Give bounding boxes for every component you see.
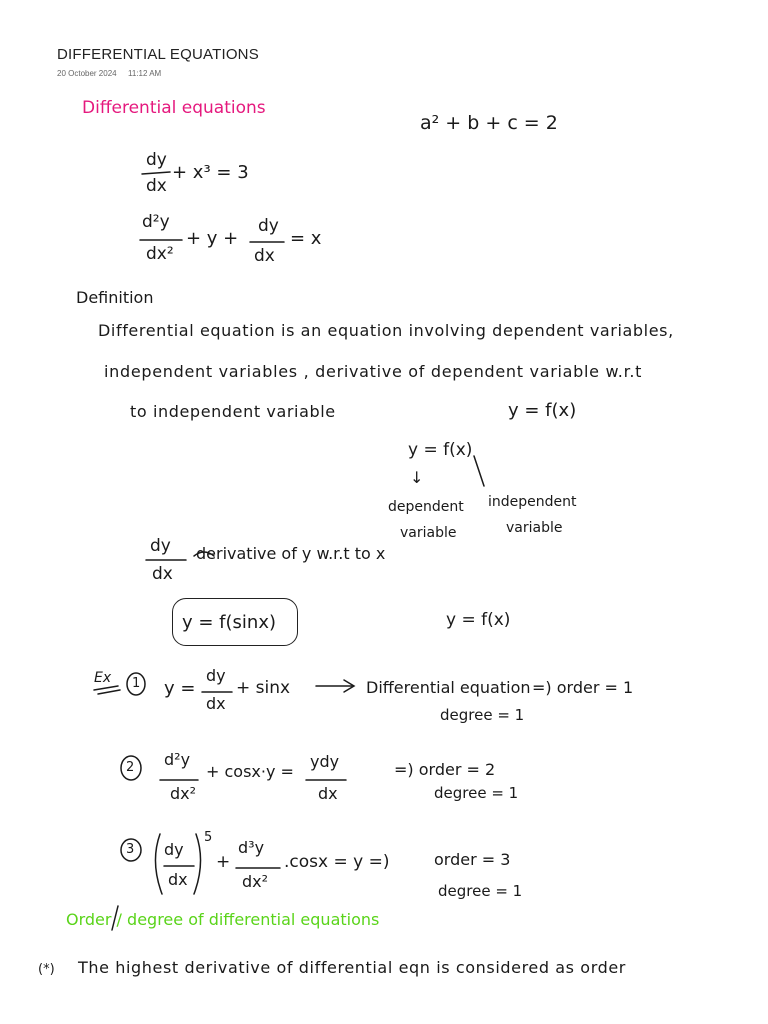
example-2-order: =) order = 2 [394,760,496,779]
deriv-denominator: dx [152,564,173,584]
example-2-degree: degree = 1 [434,784,519,802]
example-3-degree: degree = 1 [438,882,523,900]
independent-label-2: variable [506,520,563,536]
eq2-numerator2: dy [258,216,279,236]
boxed-equation: y = f(sinx) [182,612,276,633]
definition-line-2: independent variables , derivative of dependent variable w.r.t [104,362,643,381]
example-1-rhs: + sinx [236,678,291,698]
example-3-marker: 3 [126,842,135,857]
eq1-rest: + x³ = 3 [172,162,249,183]
deriv-text: derivative of y w.r.t to x [196,544,386,563]
bullet-text: The highest derivative of differential eqn is considered as order [78,958,626,977]
eq2-numerator: d²y [142,212,170,232]
example-1-lhs: y = [164,678,196,699]
example-3-order: order = 3 [434,850,511,869]
page-title: DIFFERENTIAL EQUATIONS [57,46,259,63]
example-3-num2: d³y [238,838,265,857]
dependent-label: dependent [388,499,464,515]
definition-label: Definition [76,288,154,307]
example-1-den: dx [206,694,226,713]
eq2-denominator2: dx [254,246,275,266]
equation-abc: a² + b + c = 2 [420,112,558,134]
example-2-mid: + cosx·y = [206,762,294,781]
example-1-marker: 1 [132,676,141,691]
eq1-denominator: dx [146,176,167,196]
example-1-order: =) order = 1 [532,678,634,697]
arrow-down: ↓ [410,468,424,487]
example-label: Ex [94,670,112,686]
example-1-num: dy [206,666,226,685]
example-2-den2: dx [318,784,338,803]
definition-line-3: to independent variable [130,402,336,421]
eq1-numerator: dy [146,150,167,170]
definition-line-1: Differential equation is an equation involving dependent variables, [98,321,674,340]
example-2-den: dx² [170,784,197,803]
y-equals-fx: y = f(x) [508,400,577,421]
page-date: 20 October 2024 [57,69,117,78]
independent-label: independent [488,494,577,510]
bullet-marker: (*) [38,962,55,977]
example-3-power: 5 [204,830,213,845]
eq2-rest: = x [290,228,322,249]
section-heading-order-degree: Order / degree of differential equations [66,910,380,929]
eq2-denominator: dx² [146,244,174,264]
example-1-degree: degree = 1 [440,706,525,724]
heading-differential-equations: Differential equations [82,98,266,118]
example-3-mid: + [216,852,231,872]
page-time: 11:12 AM [128,69,162,78]
example-3-den2: dx² [242,872,269,891]
example-2-num: d²y [164,750,191,769]
example-1-arrow-text: Differential equation [366,678,531,697]
example-2-num2: ydy [310,752,340,771]
y-equals-fx-right: y = f(x) [446,610,511,630]
example-3-den: dx [168,870,188,889]
example-2-marker: 2 [126,760,135,775]
example-3-num: dy [164,840,184,859]
dependent-label-2: variable [400,525,457,541]
example-3-rest: .cosx = y =) [284,852,390,872]
y-equals-fx-center: y = f(x) [408,440,473,460]
eq2-mid: + y + [186,228,239,249]
deriv-numerator: dy [150,536,171,556]
